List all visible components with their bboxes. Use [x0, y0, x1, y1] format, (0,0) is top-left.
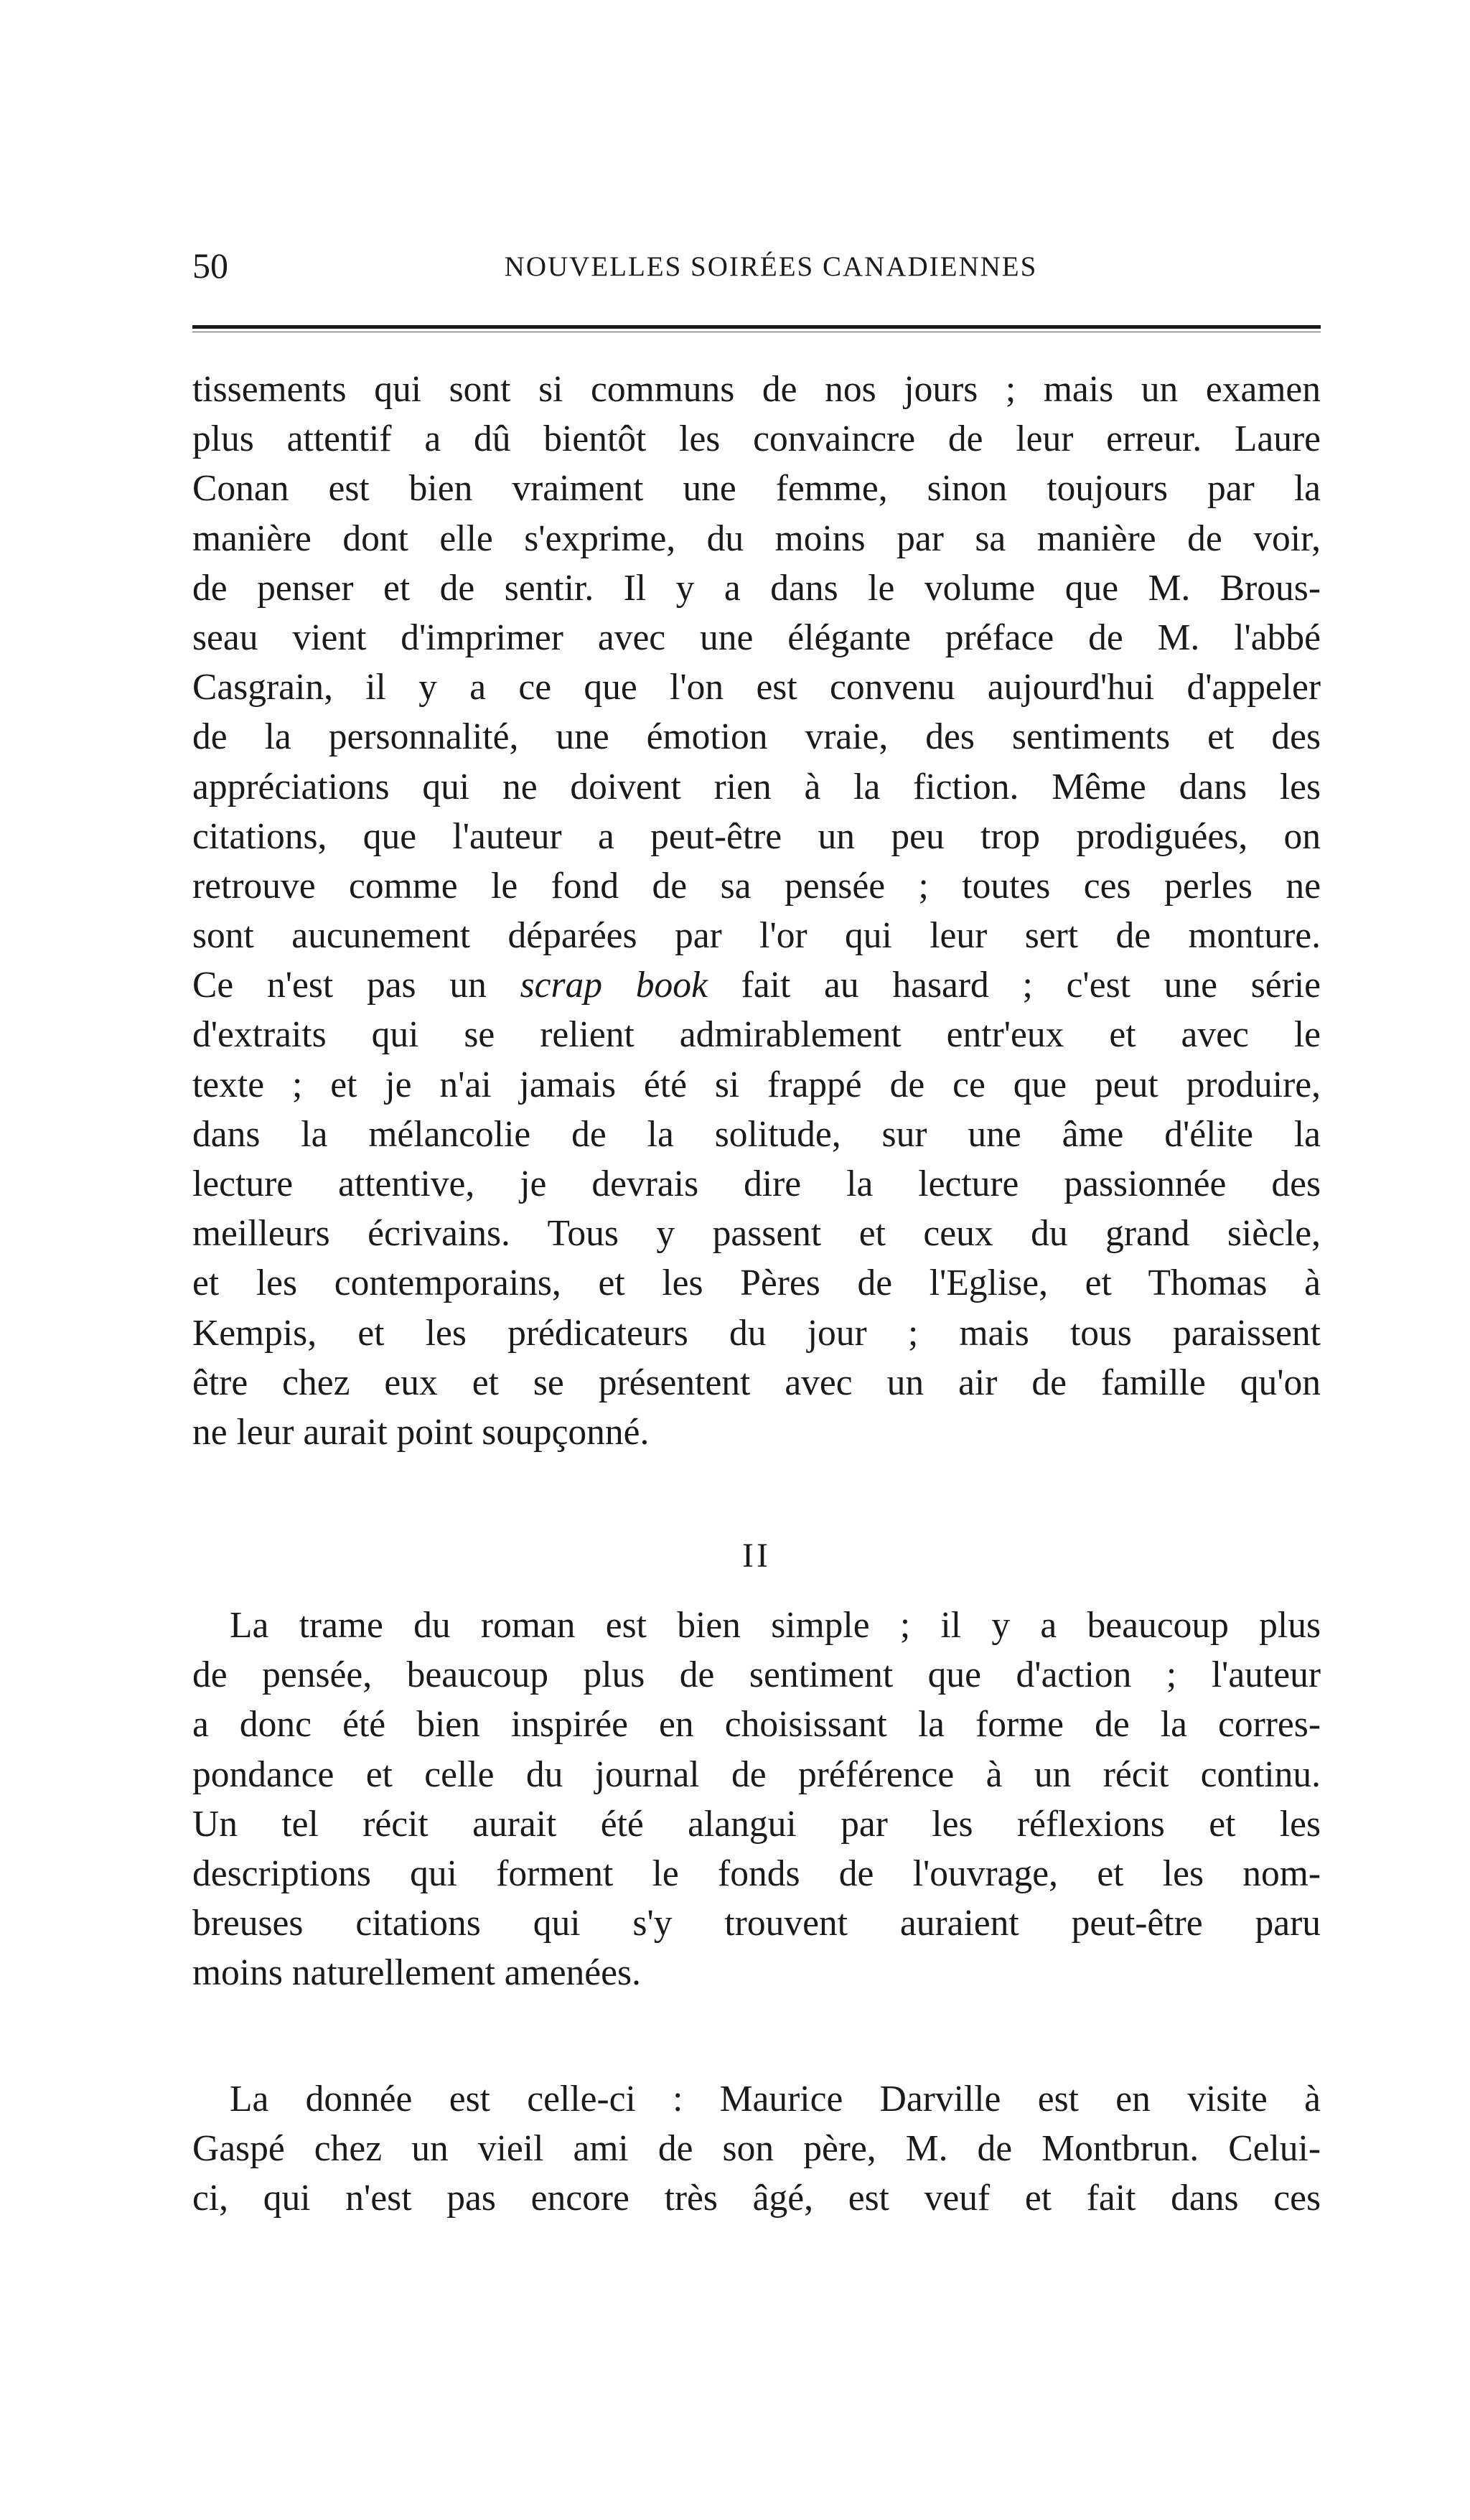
italic-phrase: scrap book: [520, 965, 708, 1006]
paragraph: [192, 2074, 1321, 2224]
text-line: dans la mélancolie de la solitude, sur une âme d'élite la: [192, 1113, 1321, 1155]
text-line: d'extraits qui se relient admirablement entr'eux et avec le: [192, 1014, 1321, 1056]
text-line: et les contemporains, et les Pères de l'Eglise, et Thomas à: [192, 1263, 1321, 1304]
text-line: La trame du roman est bien simple ; il y a beaucoup plus: [230, 1605, 1321, 1646]
text-line: de penser et de sentir. Il y a dans le volume que M. Brous-: [192, 567, 1321, 609]
text-line: Gaspé chez un vieil ami de son père, M. de Montbrun. Celui-: [192, 2128, 1321, 2170]
text-line: sont aucunement déparées par l'or qui leur sert de monture.: [192, 915, 1321, 957]
text-line: lecture attentive, je devrais dire la lecture passionnée des: [192, 1163, 1321, 1204]
text-line: pondance et celle du journal de préférence à un récit continu.: [192, 1753, 1321, 1795]
text-line: appréciations qui ne doivent rien à la fiction. Même dans les: [192, 766, 1321, 807]
text-line: texte ; et je n'ai jamais été si frappé de ce que peut produire,: [192, 1064, 1321, 1105]
text-line: Un tel récit aurait été alangui par les réflexions et les: [192, 1803, 1321, 1845]
text-line: Ce n'est pas un scrap book fait au hasard ; c'est une série: [192, 965, 1321, 1006]
page-number: 50: [192, 245, 228, 286]
text-line: Conan est bien vraiment une femme, sinon toujours par la: [192, 468, 1321, 510]
text-line: être chez eux et se présentent avec un air de famille qu'on: [192, 1362, 1321, 1403]
running-title: NOUVELLES SOIRÉES CANADIENNES: [504, 251, 1038, 282]
text-line: citations, que l'auteur a peut-être un peu trop prodiguées, on: [192, 815, 1321, 857]
section-heading: II: [742, 1537, 771, 1575]
paragraph-continued: [192, 365, 1321, 1457]
page-header: [192, 244, 1321, 287]
paragraph: [192, 1601, 1321, 1998]
text-line: tissements qui sont si communs de nos jours ; mais un examen: [192, 369, 1321, 410]
text-line: a donc été bien inspirée en choisissant la forme de la corres-: [192, 1704, 1321, 1746]
text-line: manière dont elle s'exprime, du moins par sa manière de voir,: [192, 517, 1321, 559]
text-line: moins naturellement amenées.: [192, 1952, 641, 1994]
text-line: de pensée, beaucoup plus de sentiment que d'action ; l'auteur: [192, 1654, 1321, 1696]
text-line: de la personnalité, une émotion vraie, des sentiments et des: [192, 716, 1321, 758]
text-line: breuses citations qui s'y trouvent auraient peut-être paru: [192, 1903, 1321, 1944]
header-rule: [192, 325, 1321, 329]
text-line: Kempis, et les prédicateurs du jour ; mais tous paraissent: [192, 1312, 1321, 1354]
text-line: La donnée est celle-ci : Maurice Darville est en visite à: [230, 2079, 1321, 2119]
text-line: ne leur aurait point soupçonné.: [192, 1411, 650, 1453]
text-line: descriptions qui forment le fonds de l'ouvrage, et les nom-: [192, 1852, 1321, 1894]
text-line: retrouve comme le fond de sa pensée ; toutes ces perles ne: [192, 865, 1321, 907]
text-line: meilleurs écrivains. Tous y passent et ceux du grand siècle,: [192, 1213, 1321, 1255]
text-line: seau vient d'imprimer avec une élégante préface de M. l'abbé: [192, 617, 1321, 658]
text-line: ci, qui n'est pas encore très âgé, est veuf et fait dans ces: [192, 2178, 1321, 2219]
text-line: Casgrain, il y a ce que l'on est convenu aujourd'hui d'appeler: [192, 667, 1321, 708]
text-line: plus attentif a dû bientôt les convaincre de leur erreur. Laure: [192, 418, 1321, 460]
